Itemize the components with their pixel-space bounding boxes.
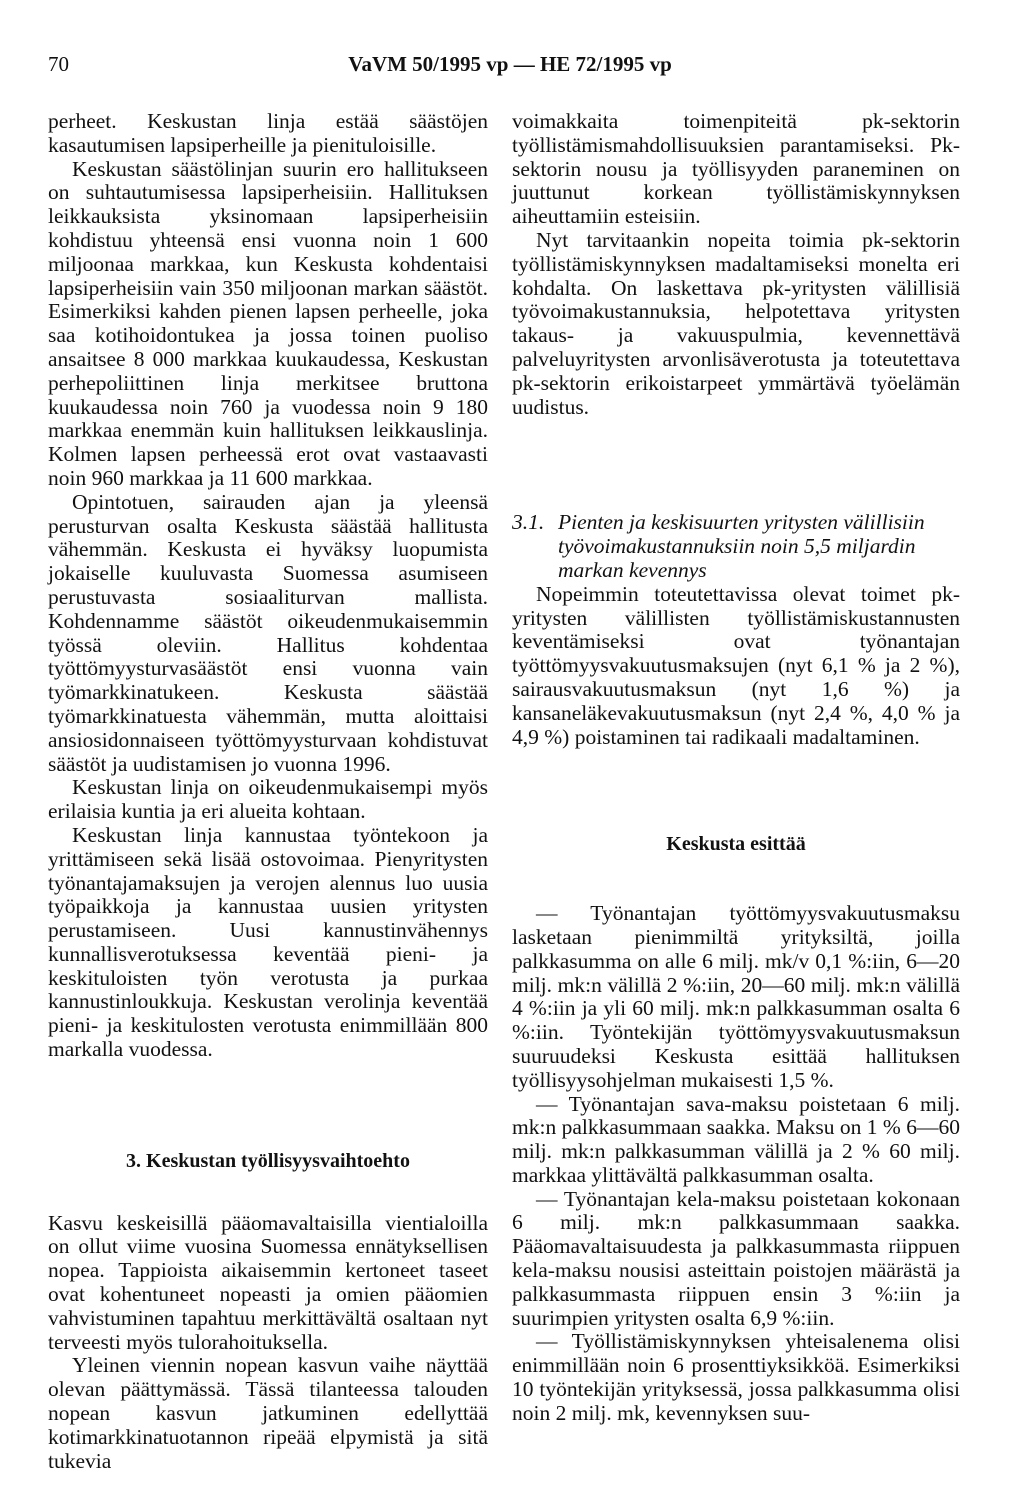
body-paragraph: Kasvu keskeisillä pääomavaltaisilla vientialoilla on ollut viime vuosina Suomessa ennätyksellisen nopea. Tappioista aikaisemmin kertoneet taseet ovat kohentuneet nopeasti ja omien pääomien vahvistuminen tapahtuu merkittävältä osaltaan nyt terveesti myös tulorahoituksella. [48,1210,488,1354]
right-column [512,110,960,1426]
left-column [48,110,488,1473]
body-paragraph: Keskustan säästölinjan suurin ero hallitukseen on suhtautumisessa lapsiperheisiin. Hallituksen leikkauksista yksinomaan lapsiperheisiin kohdistuu yhteensä ensi vuonna noin 1 600 miljoonaa markkaa, kun Keskusta kohdentaisi lapsiperheisiin vain 350 miljoonan markan säästöt. Esimerkiksi kahden pienen lapsen perheelle, joka saa kotihoidontukea ja jossa toinen puoliso ansaitsee 8 000 markkaa kuukaudessa, Keskustan perhepoliittinen linja merkitsee bruttona kuukaudessa noin 760 ja vuodessa noin 9 180 markkaa enemmän kuin hallituksen leikkauslinja. Kolmen lapsen perheessä erot ovat vastaavasti noin 960 markkaa ja 11 600 markkaa. [48,156,488,490]
body-paragraph: Keskustan linja kannustaa työntekoon ja yrittämiseen sekä lisää ostovoimaa. Pienyritysten työnantajamaksujen ja verojen alennus luo uusia työpaikkoja ja kannustaa uusien yritysten perustamiseen. Uusi kannustinvähennys kunnallisverotuksessa keventää pieni- ja keskituloisten työn verotusta ja purkaa kannustinloukkuja. Keskustan verolinja keventää pieni- ja keskitulosten verotusta enimmillään 800 markalla vuodessa. [48,822,488,1062]
section-heading: Keskusta esittää [666,833,806,856]
running-title: VaVM 50/1995 vp — HE 72/1995 vp [348,52,672,76]
body-paragraph: Nopeimmin toteutettavissa olevat toimet pk-yritysten välillisten työllistämiskustannusten keventämiseksi ovat työnantajan työttömyysvakuutusmaksujen (nyt 6,1 % ja 2 %), sairausvakuutusmaksun (nyt 1,6 %) ja kansaneläkevakuutusmaksun (nyt 2,4 %, 4,0 % ja 4,9 %) poistaminen tai radikaali madaltaminen. [512,581,960,749]
page-header [48,52,972,82]
list-paragraph: — Työnantajan työttömyysvakuutusmaksu lasketaan pienimmiltä yrityksiltä, joilla palkkasumma on alle 6 milj. mk/v 0,1 %:iin, 6—20 milj. mk:n välillä 2 %:iin, 20—60 milj. mk:n välillä 4 %:iin ja yli 60 milj. mk:n palkkasumman osalta 6 %:iin. Työntekijän työttömyysvakuutusmaksun suuruudeksi Keskusta esittää hallituksen työllisyysohjelman mukaisesti 1,5 %. [512,901,960,1092]
subsection-number: 3.1. [512,510,545,535]
subsection-heading [512,511,960,582]
list-paragraph: — Työnantajan sava-maksu poistetaan 6 milj. mk:n palkkasummaan saakka. Maksu on 1 % 6—60 milj. mk:n palkkasumman välillä ja 2 % 60 milj. markkaa ylittävältä palkkasumman osalta. [512,1091,960,1187]
section-heading: 3. Keskustan työllisyysvaihtoehto [126,1149,410,1172]
subsection-title: Pienten ja keskisuurten yritysten välillisiin työvoimakustannuksiin noin 5,5 miljardin markan kevennys [558,510,925,582]
list-paragraph: — Työllistämiskynnyksen yhteisalenema olisi enimmillään noin 6 prosenttiyksikköä. Esimerkiksi 10 työntekijän yrityksessä, jossa palkkasumma olisi noin 2 milj. mk, kevennyksen suu- [512,1329,960,1425]
list-paragraph: — Työnantajan kela-maksu poistetaan kokonaan 6 milj. mk:n palkkasummaan saakka. Pääomavaltaisuudesta ja palkkasummasta riippuen kela-maksu nousisi asteittain poistojen määrästä ja palkkasummasta riippuen ensin 3 %:iin ja suurimpien yritysten osalta 6,9 %:iin. [512,1186,960,1330]
body-paragraph: Yleinen viennin nopean kasvun vaihe näyttää olevan päättymässä. Tässä tilanteessa talouden nopean kasvun jatkuminen edellyttää kotimarkkinatuotannon ripeää elpymistä ja sitä tukevia [48,1353,488,1473]
page-number: 70 [48,52,69,76]
body-paragraph: Keskustan linja on oikeudenmukaisempi myös erilaisia kuntia ja eri alueita kohtaan. [48,775,488,824]
body-paragraph: voimakkaita toimenpiteitä pk-sektorin työllistämismahdollisuuksien parantamiseksi. Pk-sektorin nousu ja työllisyyden paraneminen on juuttunut korkean työllistämiskynnyksen aiheuttamiin esteisiin. [512,109,960,229]
body-paragraph: perheet. Keskustan linja estää säästöjen kasautumisen lapsiperheille ja pienituloisille. [48,109,488,157]
body-paragraph: Nyt tarvitaankin nopeita toimia pk-sektorin työllistämiskynnyksen madaltamiseksi monelta eri kohdalta. On laskettava pk-yritysten välillisiä työvoimakustannuksia, helpotettava yritysten takaus- ja vakuuspulmia, kevennettävä palveluyritysten arvonlisäverotusta ja toteutettava pk-sektorin erikoistarpeet ymmärtävä työelämän uudistus. [512,227,960,419]
body-paragraph: Opintotuen, sairauden ajan ja yleensä perusturvan osalta Keskusta säästää hallitusta vähemmän. Keskusta ei hyväksy luopumista jokaiselle kuuluvasta Suomessa asumiseen perustuvasta sosiaaliturvan mallista. Kohdennamme säästöt oikeudenmukaisemmin työssä oleviin. Hallitus kohdentaa työttömyysturvasäästöt ensi vuonna vain työmarkkinatukeen. Keskusta säästää työmarkkinatuesta vähemmän, mutta aloittaisi ansiosidonnaiseen työttömyysturvaan kohdistuvat säästöt ja uudistamisen jo vuonna 1996. [48,489,488,776]
